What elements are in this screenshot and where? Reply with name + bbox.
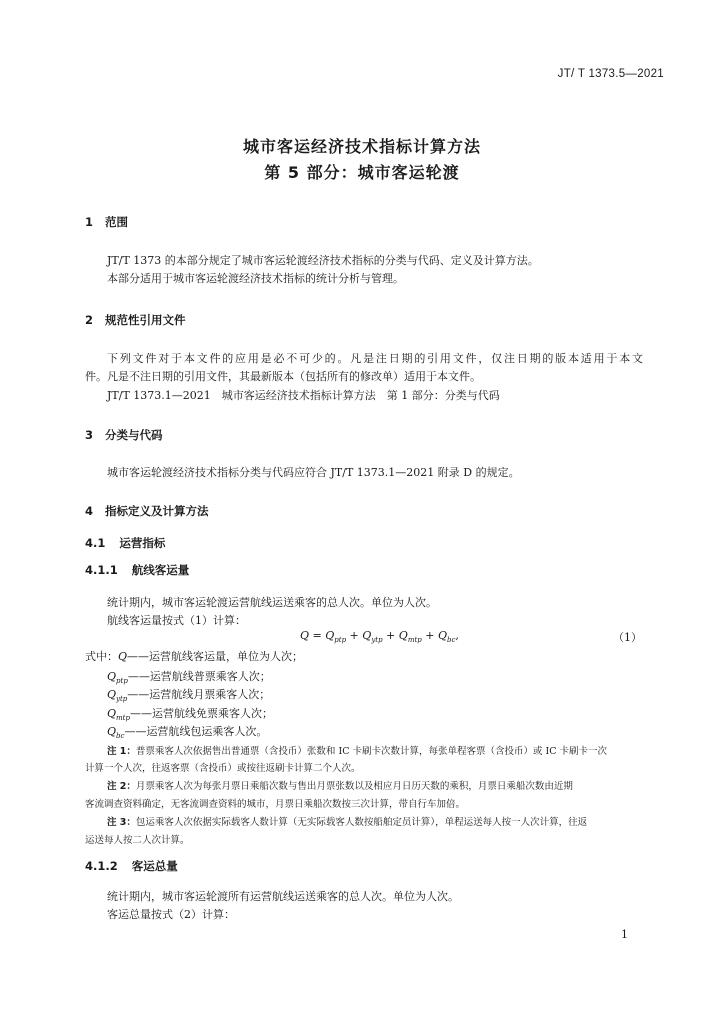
note-text: 包运乘客人次依据实际载客人数计算（无实际载客人数按船舶定员计算），单程运送每人按一人次计算，往返 xyxy=(135,817,588,828)
formula-term: Q xyxy=(362,629,372,642)
variable-definition xyxy=(107,686,270,703)
section-3-heading xyxy=(85,427,163,443)
note-label: 注 2： xyxy=(107,781,136,792)
formula-subscript: ptp xyxy=(334,636,347,645)
variable-symbol: Q xyxy=(118,650,128,663)
variable-description: ——运营航线月票乘客人次； xyxy=(127,688,271,701)
note-2-line-2: 客流调查资料确定，无客流调查资料的城市，月票日乘船次数按三次计算，带自行车加倍。 xyxy=(85,799,466,810)
section-title: 分类与代码 xyxy=(105,428,163,442)
section-title: 规范性引用文件 xyxy=(105,313,186,327)
section-number: 4.1.2 xyxy=(85,859,118,873)
note-3-line-2: 运送每人按二人次计算。 xyxy=(85,835,190,846)
note-2-line-1 xyxy=(107,778,573,792)
scope-paragraph-2: 本部分适用于城市客运轮渡经济技术指标的统计分析与管理。 xyxy=(107,272,404,285)
note-label: 注 3： xyxy=(107,817,136,828)
variable-definition xyxy=(107,723,267,740)
section-title: 运营指标 xyxy=(119,536,166,550)
section-number: 2 xyxy=(85,313,94,327)
formula-subscript: ytp xyxy=(371,636,383,645)
total-volume-formula-intro: 客运总量按式（2）计算： xyxy=(107,908,235,921)
variable-description: ——运营航线客运量，单位为人次； xyxy=(127,650,304,663)
route-volume-formula-intro: 航线客运量按式（1）计算： xyxy=(107,614,246,627)
variable-symbol: $Q_{ytp}$ xyxy=(107,688,128,704)
variable-symbol: $Q_{ptp}$ xyxy=(107,670,128,686)
formula-term: Q xyxy=(398,629,408,642)
standard-code: JT/ T 1373.5—2021 xyxy=(557,68,664,80)
route-volume-definition: 统计期内，城市客运轮渡运营航线运送乘客的总人次。单位为人次。 xyxy=(107,596,437,609)
section-4-1-2-heading xyxy=(85,858,178,874)
variable-definition xyxy=(107,705,273,722)
section-4-1-heading xyxy=(85,535,165,551)
formula-lhs: Q xyxy=(300,629,310,642)
section-title: 客运总量 xyxy=(131,859,178,873)
formula-subscript: bc xyxy=(447,636,456,645)
section-title: 指标定义及计算方法 xyxy=(105,504,209,518)
section-number: 3 xyxy=(85,428,94,442)
section-4-heading xyxy=(85,503,209,519)
variable-description: ——运营航线免票乘客人次； xyxy=(129,707,273,720)
classification-paragraph: 城市客运轮渡经济技术指标分类与代码应符合 JT/T 1373.1—2021 附录 D 的规定。 xyxy=(107,466,520,479)
equation-number: （1） xyxy=(613,631,642,644)
formula-1: $Q = Q_{ptp} + Q_{ytp} + Q_{mtp} + Q_{bc}$, xyxy=(300,629,459,645)
formula-plus: + xyxy=(421,629,438,642)
normative-paragraph-line-1: 下列文件对于本文件的应用是必不可少的。凡是注日期的引用文件，仅注日期的版本适用于本文 xyxy=(107,352,643,365)
section-number: 4.1.1 xyxy=(85,563,118,577)
formula-subscript: mtp xyxy=(407,636,422,645)
formula-plus: + xyxy=(346,629,363,642)
page-number: 1 xyxy=(621,928,628,941)
formula-term: Q xyxy=(437,629,447,642)
variable-description: ——运营航线包运乘客人次。 xyxy=(124,725,268,738)
variable-symbol: $Q_{bc}$ xyxy=(107,725,125,741)
where-prefix: 式中： xyxy=(85,650,118,663)
variable-description: ——运营航线普票乘客人次； xyxy=(127,670,271,683)
formula-equals: = xyxy=(309,629,326,642)
section-4-1-1-heading xyxy=(85,562,189,578)
normative-paragraph-line-2: 件。凡是不注日期的引用文件，其最新版本（包括所有的修改单）适用于本文件。 xyxy=(85,370,481,383)
formula-term: Q xyxy=(325,629,335,642)
section-number: 1 xyxy=(85,215,94,229)
section-1-heading xyxy=(85,214,128,230)
formula-where-line xyxy=(85,648,303,664)
variable-symbol: $Q_{mtp}$ xyxy=(107,707,130,723)
document-title: 城市客运经济技术指标计算方法 xyxy=(242,137,481,156)
section-number: 4.1 xyxy=(85,536,106,550)
scope-paragraph-1: JT/T 1373 的本部分规定了城市客运轮渡经济技术指标的分类与代码、定义及计算方法。 xyxy=(107,254,539,267)
note-text: 普票乘客人次依据售出普通票（含投币）张数和 IC 卡刷卡次数计算，每张单程客票（含投币）或 IC 卡刷卡一次 xyxy=(135,746,608,757)
section-number: 4 xyxy=(85,504,94,518)
note-1-line-1 xyxy=(107,743,607,757)
variable-definition xyxy=(107,668,271,685)
section-2-heading xyxy=(85,312,186,328)
note-label: 注 1： xyxy=(107,746,136,757)
total-volume-definition: 统计期内，城市客运轮渡所有运营航线运送乘客的总人次。单位为人次。 xyxy=(107,890,459,903)
formula-plus: + xyxy=(382,629,399,642)
note-text: 月票乘客人次为每张月票日乘船次数与售出月票张数以及相应月日历天数的乘积，月票日乘船次数由近期 xyxy=(135,781,573,792)
normative-reference: JT/T 1373.1—2021 城市客运经济技术指标计算方法 第 1 部分：分类与代码 xyxy=(107,389,500,402)
section-title: 范围 xyxy=(105,215,128,229)
document-subtitle: 第 5 部分：城市客运轮渡 xyxy=(264,163,460,182)
section-title: 航线客运量 xyxy=(131,563,190,577)
note-3-line-1 xyxy=(107,814,587,828)
note-1-line-2: 计算一个人次，往返客票（含投币）或按往返刷卡计算二个人次。 xyxy=(85,763,361,774)
